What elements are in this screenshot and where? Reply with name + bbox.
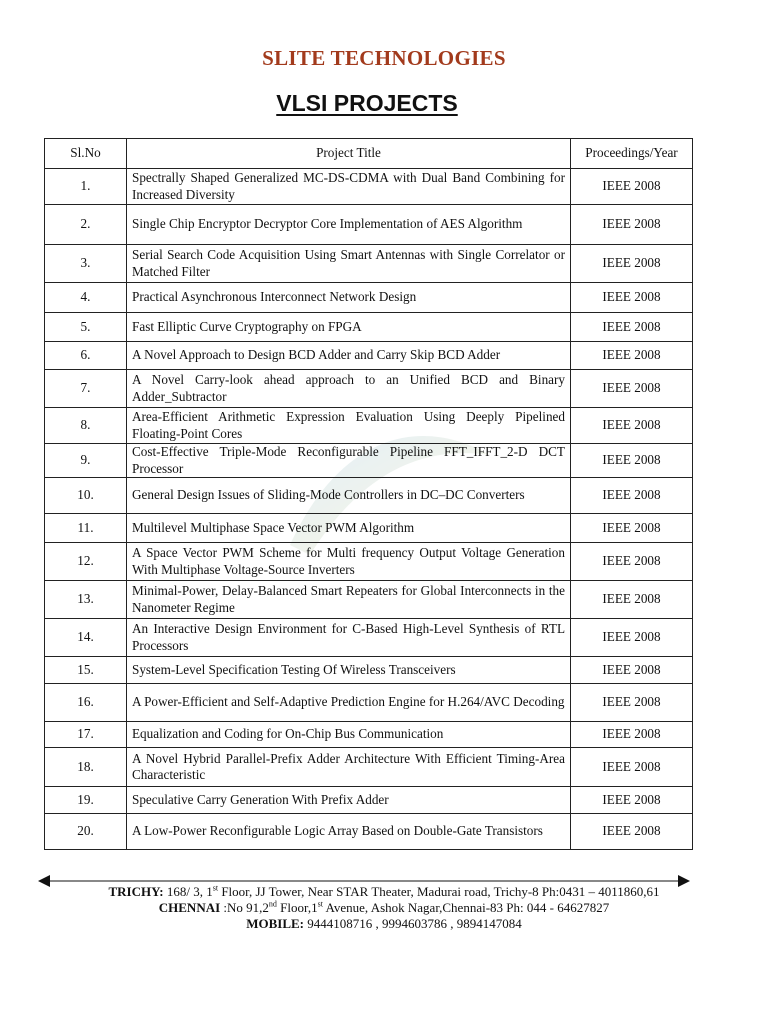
footer-mobile-label: MOBILE: — [246, 916, 305, 931]
table-row — [45, 408, 693, 444]
row-proceedings-year: IEEE 2008 — [571, 514, 693, 543]
footer-chennai-sup-a: nd — [268, 899, 277, 909]
row-proceedings-year: IEEE 2008 — [571, 684, 693, 722]
row-slno: 15. — [45, 657, 127, 684]
company-name: SLITE TECHNOLOGIES — [262, 46, 506, 70]
row-proceedings-year: IEEE 2008 — [571, 205, 693, 245]
row-proceedings-year: IEEE 2008 — [571, 313, 693, 342]
row-project-title: A Space Vector PWM Scheme for Multi frequency Output Voltage Generation With Multiphase Voltage-Source Inverters — [127, 543, 571, 581]
row-project-title: Spectrally Shaped Generalized MC-DS-CDMA with Dual Band Combining for Increased Diversity — [127, 169, 571, 205]
projects-table — [44, 138, 693, 850]
row-slno: 4. — [45, 283, 127, 313]
table-row — [45, 313, 693, 342]
table-row — [45, 205, 693, 245]
row-slno: 8. — [45, 408, 127, 444]
table-row — [45, 619, 693, 657]
table-row — [45, 814, 693, 850]
row-project-title: Fast Elliptic Curve Cryptography on FPGA — [127, 313, 571, 342]
footer-chennai-text-b: Floor,1 — [276, 900, 318, 915]
table-row — [45, 444, 693, 478]
row-project-title: Equalization and Coding for On-Chip Bus Communication — [127, 722, 571, 748]
row-slno: 20. — [45, 814, 127, 850]
row-proceedings-year: IEEE 2008 — [571, 581, 693, 619]
row-project-title: A Low-Power Reconfigurable Logic Array Based on Double-Gate Transistors — [127, 814, 571, 850]
row-project-title: System-Level Specification Testing Of Wireless Transceivers — [127, 657, 571, 684]
row-proceedings-year: IEEE 2008 — [571, 169, 693, 205]
footer-chennai-text-a: :No 91,2 — [220, 900, 269, 915]
table-row — [45, 684, 693, 722]
footer-trichy-sup: st — [212, 883, 219, 893]
row-proceedings-year: IEEE 2008 — [571, 444, 693, 478]
row-proceedings-year: IEEE 2008 — [571, 342, 693, 370]
row-project-title: Practical Asynchronous Interconnect Network Design — [127, 283, 571, 313]
row-slno: 18. — [45, 748, 127, 787]
row-project-title: General Design Issues of Sliding-Mode Controllers in DC–DC Converters — [127, 478, 571, 514]
table-row — [45, 342, 693, 370]
footer-chennai-address — [0, 900, 768, 915]
row-proceedings-year: IEEE 2008 — [571, 543, 693, 581]
row-slno: 2. — [45, 205, 127, 245]
row-slno: 7. — [45, 370, 127, 408]
row-project-title: A Novel Carry-look ahead approach to an Unified BCD and Binary Adder_Subtractor — [127, 370, 571, 408]
row-slno: 17. — [45, 722, 127, 748]
table-row — [45, 657, 693, 684]
table-row — [45, 581, 693, 619]
row-project-title: Area-Efficient Arithmetic Expression Evaluation Using Deeply Pipelined Floating-Point Cores — [127, 408, 571, 444]
row-slno: 5. — [45, 313, 127, 342]
table-row — [45, 245, 693, 283]
footer-mobile-text: 9444108716 , 9994603786 , 9894147084 — [304, 916, 522, 931]
row-slno: 16. — [45, 684, 127, 722]
row-project-title: A Novel Approach to Design BCD Adder and Carry Skip BCD Adder — [127, 342, 571, 370]
row-proceedings-year: IEEE 2008 — [571, 478, 693, 514]
footer-chennai-sup-b: st — [317, 899, 323, 909]
footer-trichy-label: TRICHY: — [108, 884, 164, 899]
footer-chennai-text-c: Avenue, Ashok Nagar,Chennai-83 Ph: 044 - 64627827 — [322, 900, 610, 915]
table-row — [45, 514, 693, 543]
table-row — [45, 283, 693, 313]
row-project-title: Single Chip Encryptor Decryptor Core Implementation of AES Algorithm — [127, 205, 571, 245]
footer-chennai-label: CHENNAI — [158, 900, 221, 915]
table-row — [45, 543, 693, 581]
column-header-year: Proceedings/Year — [571, 139, 693, 169]
row-proceedings-year: IEEE 2008 — [571, 748, 693, 787]
table-header-row — [45, 139, 693, 169]
row-proceedings-year: IEEE 2008 — [571, 408, 693, 444]
row-slno: 14. — [45, 619, 127, 657]
page-title — [0, 90, 734, 117]
row-slno: 1. — [45, 169, 127, 205]
row-project-title: Serial Search Code Acquisition Using Smart Antennas with Single Correlator or Matched Filter — [127, 245, 571, 283]
row-project-title: A Power-Efficient and Self-Adaptive Prediction Engine for H.264/AVC Decoding — [127, 684, 571, 722]
footer-mobile — [0, 916, 768, 931]
row-slno: 6. — [45, 342, 127, 370]
row-project-title: A Novel Hybrid Parallel-Prefix Adder Architecture With Efficient Timing-Area Characteristic — [127, 748, 571, 787]
row-project-title: Cost-Effective Triple-Mode Reconfigurable Pipeline FFT_IFFT_2-D DCT Processor — [127, 444, 571, 478]
row-project-title: Speculative Carry Generation With Prefix Adder — [127, 787, 571, 814]
row-proceedings-year: IEEE 2008 — [571, 657, 693, 684]
page-title-text: VLSI PROJECTS — [276, 90, 458, 116]
footer-trichy-text-a: 168/ 3, 1 — [163, 884, 213, 899]
row-slno: 10. — [45, 478, 127, 514]
table-row — [45, 169, 693, 205]
footer-trichy-address — [0, 884, 768, 899]
row-slno: 9. — [45, 444, 127, 478]
row-proceedings-year: IEEE 2008 — [571, 814, 693, 850]
row-project-title: Multilevel Multiphase Space Vector PWM Algorithm — [127, 514, 571, 543]
row-proceedings-year: IEEE 2008 — [571, 283, 693, 313]
table-row — [45, 787, 693, 814]
row-slno: 19. — [45, 787, 127, 814]
table-row — [45, 722, 693, 748]
row-proceedings-year: IEEE 2008 — [571, 245, 693, 283]
column-header-slno: Sl.No — [45, 139, 127, 169]
row-project-title: An Interactive Design Environment for C-Based High-Level Synthesis of RTL Processors — [127, 619, 571, 657]
row-proceedings-year: IEEE 2008 — [571, 370, 693, 408]
column-header-title: Project Title — [127, 139, 571, 169]
row-project-title: Minimal-Power, Delay-Balanced Smart Repeaters for Global Interconnects in the Nanometer Regime — [127, 581, 571, 619]
row-proceedings-year: IEEE 2008 — [571, 787, 693, 814]
table-row — [45, 478, 693, 514]
row-slno: 3. — [45, 245, 127, 283]
row-slno: 13. — [45, 581, 127, 619]
row-proceedings-year: IEEE 2008 — [571, 722, 693, 748]
footer-trichy-text-b: Floor, JJ Tower, Near STAR Theater, Madurai road, Trichy-8 Ph:0431 – 4011860,61 — [218, 884, 660, 899]
table-row — [45, 370, 693, 408]
row-slno: 12. — [45, 543, 127, 581]
row-slno: 11. — [45, 514, 127, 543]
row-proceedings-year: IEEE 2008 — [571, 619, 693, 657]
table-row — [45, 748, 693, 787]
